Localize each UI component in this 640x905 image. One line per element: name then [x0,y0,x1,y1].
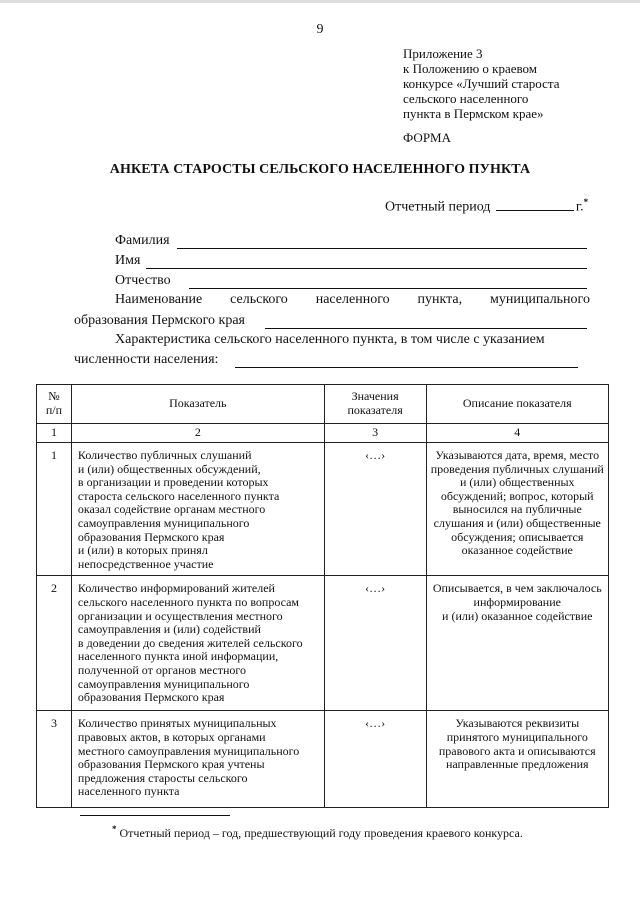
settlement-name-cont: образования Пермского края [74,313,245,328]
footnote-mark: * [112,824,117,834]
patronymic-label: Отчество [115,273,171,288]
table-row [37,443,609,576]
settlement-name-line [115,292,590,308]
characteristic-line1: Характеристика сельского населенного пункта, в том числе с указанием [115,332,545,347]
name-field [115,253,140,269]
page-number: 9 [316,22,324,37]
indicators-table [36,384,609,808]
footnote-divider [80,815,230,816]
table-header-row [37,385,609,424]
reporting-period [385,197,588,216]
settlement-word: сельского [230,292,288,307]
footnote-text: Отчетный период – год, предшествующий году проведения краевого конкурса. [116,826,523,840]
table-row [37,576,609,711]
column-number: 3 [324,424,426,443]
settlement-word: населенного [315,292,390,307]
row-description: Указываются дата, время, место проведения публичных слушаний и (или) общественных обсуждений; вопрос, который выносился на публичные слушания и (или) общественные обсуждения; описывается оказанное содействие [426,443,608,576]
column-numbers-row [37,424,609,443]
header-description-text: Описание показателя [462,396,572,411]
header-indicator [71,385,324,424]
characteristic-line2: численности населения: [74,352,219,367]
settlement-word: пункта, [417,292,463,307]
name-blank[interactable] [146,268,587,269]
characteristic-blank[interactable] [235,367,578,368]
appendix-line: к Положению о краевом [403,61,538,76]
document-title: АНКЕТА СТАРОСТЫ СЕЛЬСКОГО НАСЕЛЕННОГО ПУНКТА [109,162,531,177]
header-values [324,385,426,424]
name-label: Имя [115,253,141,268]
row-indicator: Количество информирований жителей сельского населенного пункта по вопросам организации и осуществления местного самоуправления и (или) содействий в доведении до сведения жителей сельского населенного пункта иной информации, полученной от органов местного самоуправления муниципального образования Пермского края [71,576,324,711]
header-num [37,385,72,424]
column-number: 4 [426,424,608,443]
row-num: 1 [37,443,72,576]
row-description: Указываются реквизиты принятого муниципального правового акта и описываются направленные предложения [426,711,608,808]
page-top-edge [0,0,640,3]
header-num-text: № п/п [45,389,63,417]
patronymic-field [115,273,171,289]
patronymic-blank[interactable] [189,288,587,289]
settlement-name-blank[interactable] [265,328,587,329]
appendix-line: конкурсе «Лучший староста [403,76,560,91]
appendix-line: Приложение 3 [403,46,483,61]
settlement-word: Наименование [115,292,203,307]
header-description [426,385,608,424]
appendix-block [403,46,633,121]
surname-blank[interactable] [177,248,587,249]
appendix-line: пункта в Пермском крае» [403,106,544,121]
footnote-marker: * [583,197,589,207]
reporting-period-suffix: г. [575,199,584,215]
row-num: 2 [37,576,72,711]
footnote [112,824,523,841]
row-value[interactable]: ‹…› [324,576,426,711]
row-value[interactable]: ‹…› [324,443,426,576]
row-indicator: Количество принятых муниципальных правовых актов, в которых органами местного самоуправления муниципального образования Пермского края учтены предложения старосты сельского населенного пункта [71,711,324,808]
form-label: ФОРМА [403,130,451,145]
appendix-line: сельского населенного [403,91,529,106]
row-num: 3 [37,711,72,808]
reporting-period-label: Отчетный период [385,199,491,215]
row-description: Описывается, в чем заключалось информирование и (или) оказанное содействие [426,576,608,711]
column-number: 1 [37,424,72,443]
reporting-period-blank[interactable] [496,199,574,211]
row-value[interactable]: ‹…› [324,711,426,808]
column-number: 2 [71,424,324,443]
surname-field [115,233,170,249]
row-indicator: Количество публичных слушаний и (или) общественных обсуждений, в организации и проведении которых староста сельского населенного пункта оказал содействие органам местного самоуправления муниципального образования Пермского края и (или) в которых принял непосредственное участие [71,443,324,576]
settlement-word: муниципального [490,292,590,307]
header-indicator-text: Показатель [169,396,227,411]
table-row [37,711,609,808]
surname-label: Фамилия [115,233,170,248]
header-values-text: Значения показателя [347,389,403,417]
